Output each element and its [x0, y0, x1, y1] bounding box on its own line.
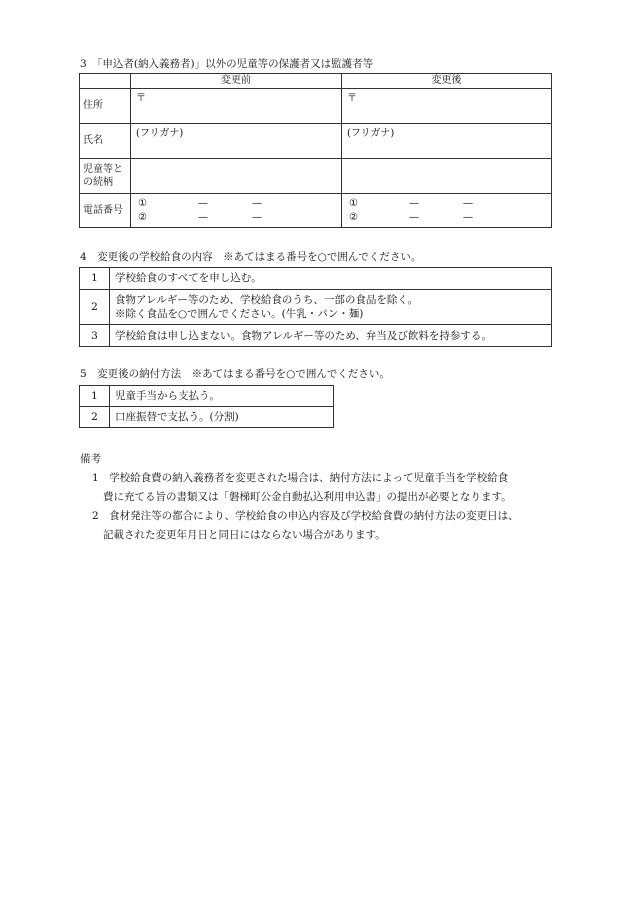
address-after-field[interactable]: [342, 89, 552, 124]
phone-line-2: [349, 211, 546, 225]
postal-mark: 〒: [347, 93, 357, 104]
note-1-line-1: 1 学校給食費の納入義務者を変更された場合は、納付方法によって児童手当を学校給食: [92, 472, 509, 484]
option-text: 児童手当から支払う。: [110, 386, 334, 407]
phone-number-1-mark: ①: [349, 198, 358, 209]
phone-after-field[interactable]: [342, 194, 552, 228]
dash: —: [463, 211, 473, 223]
guardian-table: [79, 73, 552, 228]
meal-option-row[interactable]: [80, 290, 552, 325]
dash: —: [409, 211, 419, 223]
option-number[interactable]: 2: [80, 290, 110, 325]
relation-label: [80, 159, 131, 194]
phone-line-1: [349, 197, 546, 211]
furigana-label: (フリガナ): [136, 128, 184, 139]
address-before-field[interactable]: [131, 89, 342, 124]
dash: —: [252, 198, 262, 209]
section4-title: 4 変更後の学校給食の内容 ※あてはまる番号を○で囲んでください。: [80, 251, 422, 263]
relation-before-field[interactable]: [131, 159, 342, 194]
notes: [80, 450, 560, 545]
option-number[interactable]: 3: [80, 325, 110, 347]
section5-title: 5 変更後の納付方法 ※あてはまる番号を○で囲んでください。: [80, 368, 390, 380]
phone-label: 電話番号: [80, 194, 131, 228]
option-text: 学校給食のすべてを申し込む。: [110, 268, 552, 290]
name-label: 氏名: [80, 124, 131, 159]
phone-number-2-mark: ②: [349, 211, 358, 223]
corner-cell: [80, 74, 131, 89]
relation-label-line1: 児童等と: [83, 163, 123, 175]
option-text-line2: ※除く食品を○で囲んでください。(牛乳・パン・麺): [115, 308, 364, 321]
option-text: 口座振替で支払う。(分割): [110, 407, 334, 428]
postal-mark: 〒: [136, 93, 146, 104]
col-after-header: 変更後: [342, 74, 552, 89]
meal-option-row[interactable]: [80, 268, 552, 290]
meal-option-row[interactable]: [80, 325, 552, 347]
meal-option-table: [79, 267, 552, 347]
phone-number-1-mark: ①: [138, 198, 147, 209]
note-2-line-2: 記載された変更年月日と同日にはならない場合があります。: [103, 529, 386, 541]
dash: —: [198, 198, 208, 209]
furigana-label: (フリガナ): [347, 128, 395, 139]
phone-before-field[interactable]: [131, 194, 342, 228]
option-number[interactable]: 1: [80, 268, 110, 290]
name-before-field[interactable]: [131, 124, 342, 159]
relation-after-field[interactable]: [342, 159, 552, 194]
payment-option-table: [79, 385, 334, 428]
option-number[interactable]: 2: [80, 407, 110, 428]
dash: —: [198, 211, 208, 223]
dash: —: [409, 198, 419, 209]
section3-title: 3 「申込者(納入義務者)」以外の児童等の保護者又は監護者等: [80, 58, 374, 70]
address-label: 住所: [80, 89, 131, 124]
note-1-line-2: 費に充てる旨の書類又は「磐梯町公金自動払込利用申込書」の提出が必要となります。: [103, 491, 512, 503]
payment-option-row[interactable]: [80, 407, 334, 428]
option-text-line1: 食物アレルギー等のため、学校給食のうち、一部の食品を除く。: [115, 294, 419, 306]
name-after-field[interactable]: [342, 124, 552, 159]
option-number[interactable]: 1: [80, 386, 110, 407]
note-2-line-1: 2 食材発注等の都合により、学校給食の申込内容及び学校給食費の納付方法の変更日は、: [92, 510, 519, 522]
relation-label-line2: の続柄: [83, 177, 113, 188]
phone-number-2-mark: ②: [138, 211, 147, 223]
phone-line-2: [138, 211, 336, 225]
option-text: 学校給食は申し込まない。食物アレルギー等のため、弁当及び飲料を持参する。: [110, 325, 552, 347]
option-text: [110, 290, 552, 325]
notes-heading: 備考: [80, 453, 101, 465]
dash: —: [463, 198, 473, 209]
dash: —: [252, 211, 262, 223]
phone-line-1: [138, 197, 336, 211]
payment-option-row[interactable]: [80, 386, 334, 407]
col-before-header: 変更前: [131, 74, 342, 89]
